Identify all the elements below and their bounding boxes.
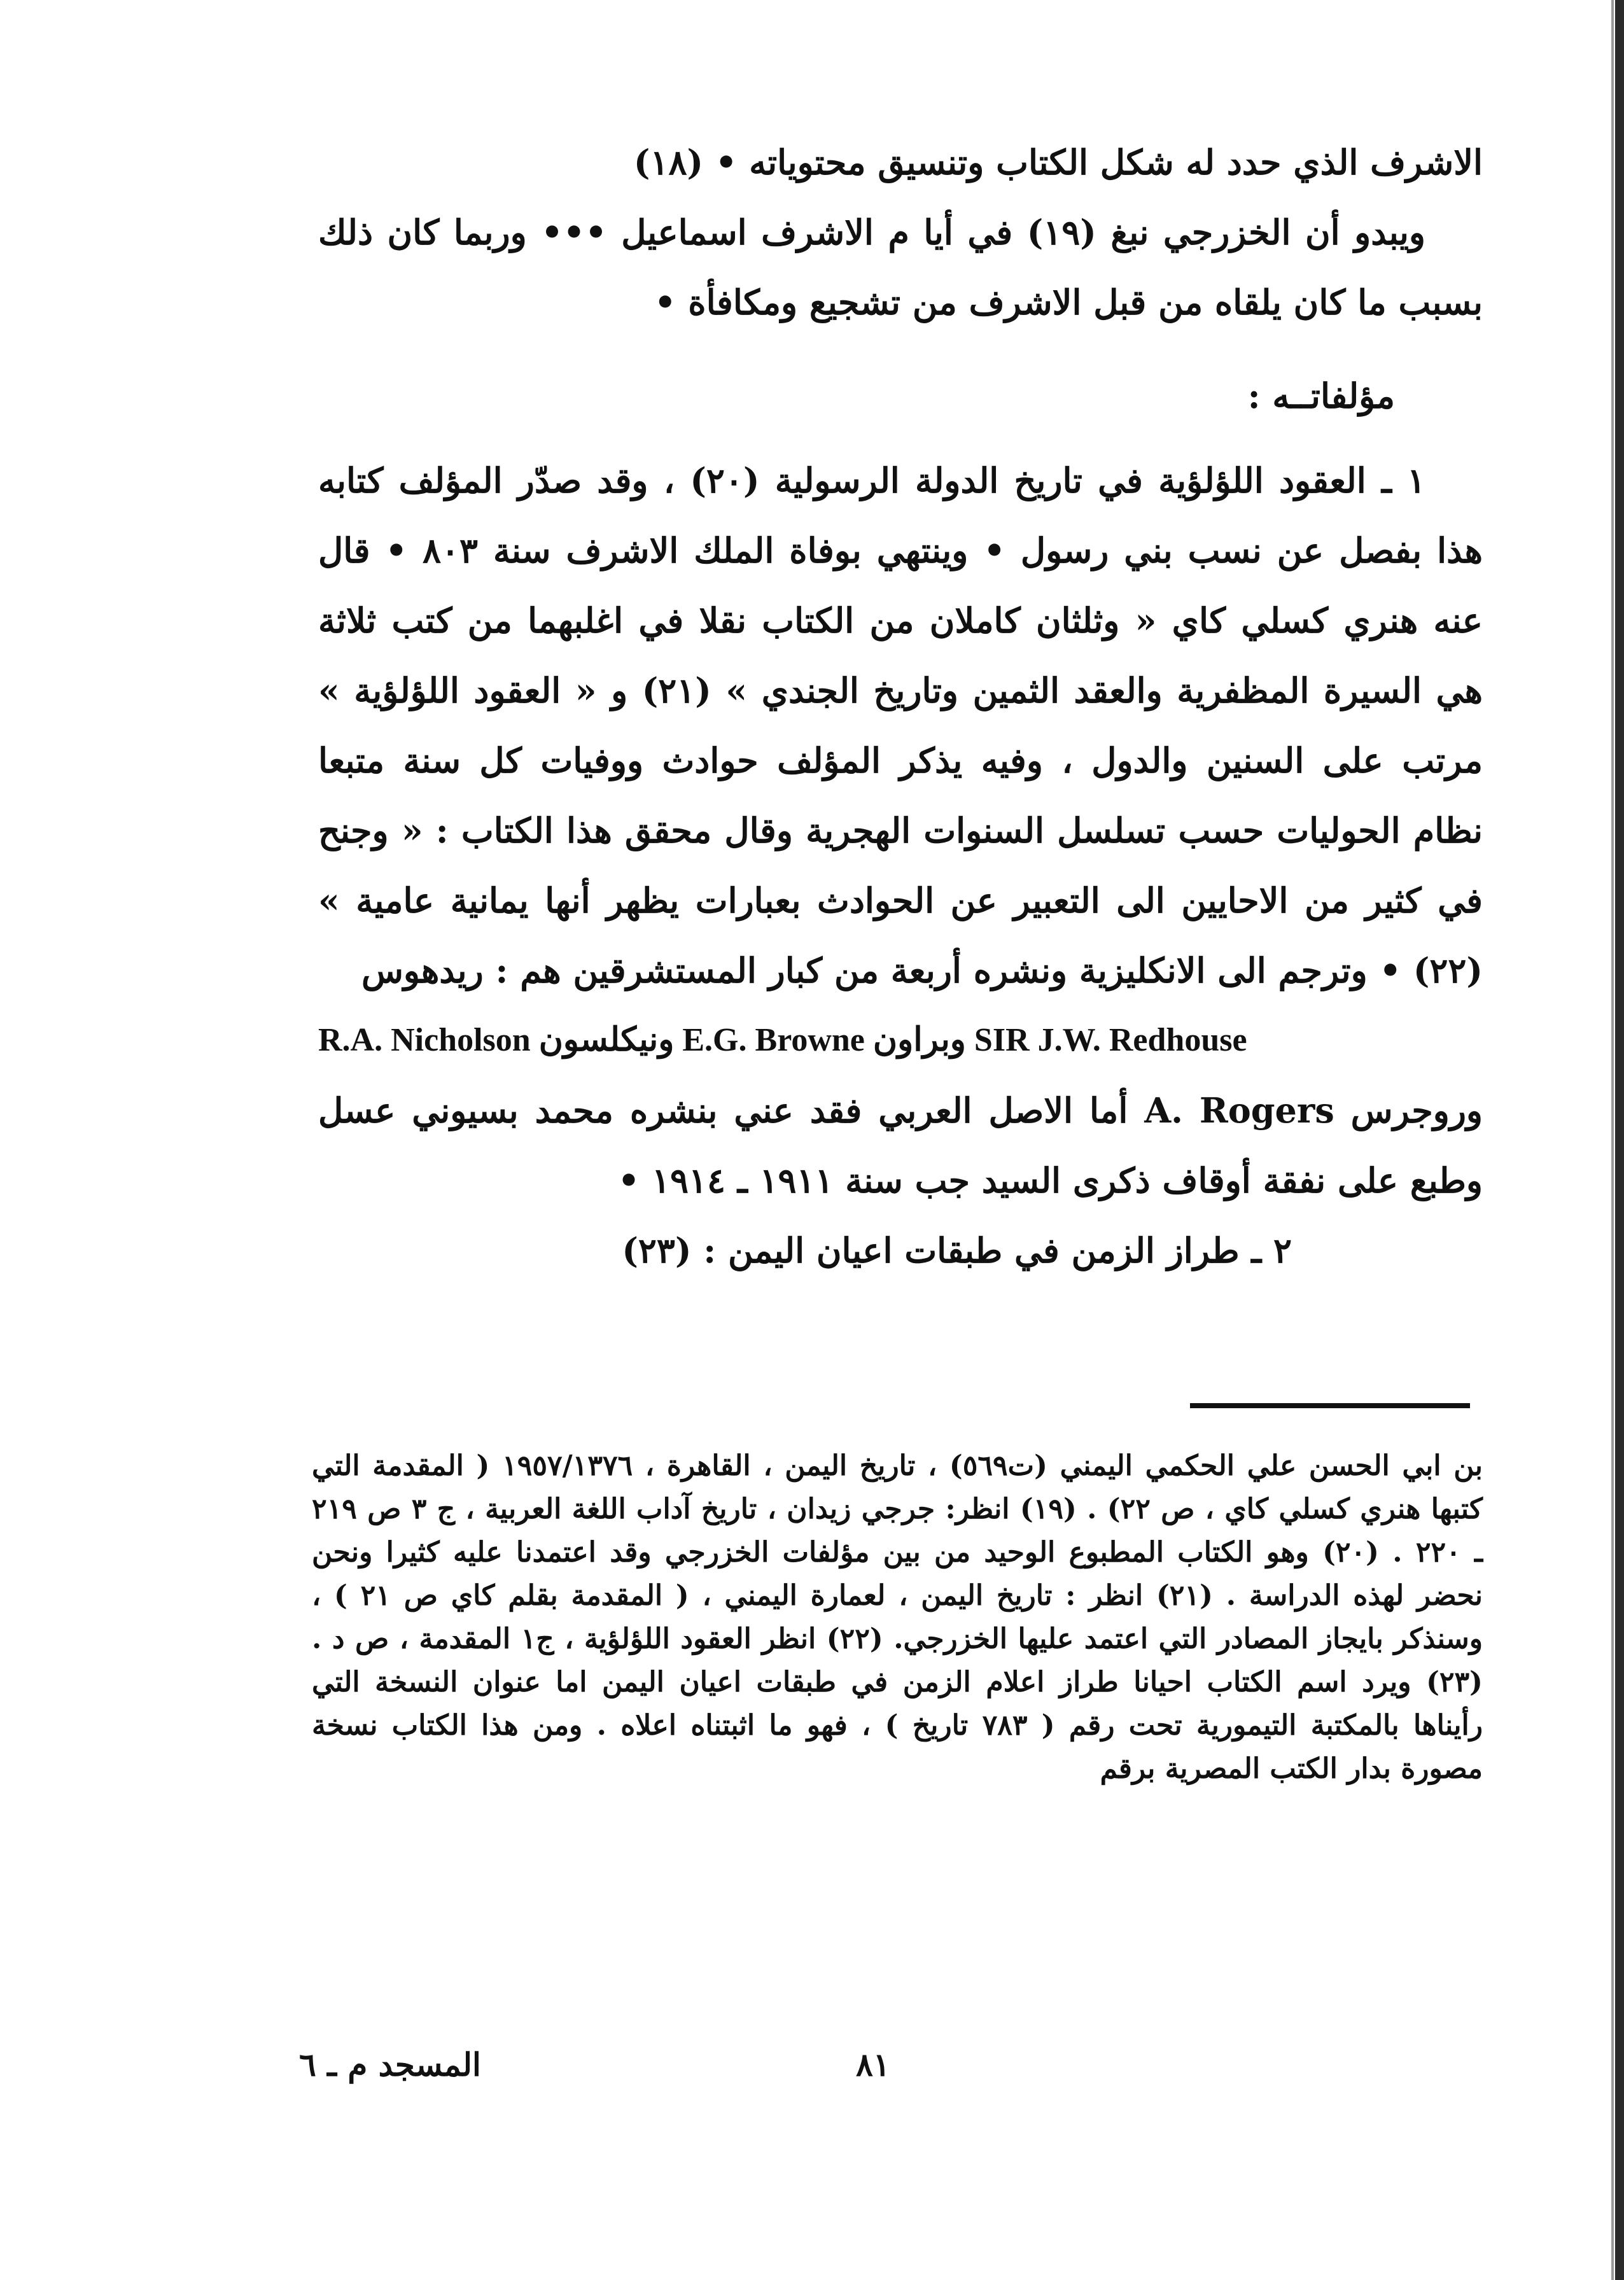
intro-paragraph-2: ويبدو أن الخزرجي نبغ (١٩) في أيا م الاشرف اسماعيل ••• وربما كان ذلك بسبب ما كان يلقاه من قبل الاشرف من تشجيع ومكافأة • [318, 212, 1483, 323]
item-1-text: ١ ـ العقود اللؤلؤية في تاريخ الدولة الرسولية (٢٠) ، وقد صدّر المؤلف كتابه هذا بفصل عن نسب بني رسول • وينتهي بوفاة الملك الاشرف سنة ٨٠٣ • قال عنه هنري كسلي كاي « وثلثان كاملان من الكتاب نقلا في اغلبهما من كتب ثلاثة هي السيرة المظفرية والعقد الثمين وتاريخ الجندي » (٢١) و « العقود اللؤلؤية » مرتب على السنين والدول ، وفيه يذكر المؤلف حوادث ووفيات كل سنة متبعا نظام الحوليات حسب تسلسل السنوات الهجرية وقال محقق هذا الكتاب : « وجنح في كثير من الاحايين الى التعبير عن الحوادث بعبارات يظهر أنها يمانية عامية » (٢٢) • وترجم الى الانكليزية ونشره أربعة من كبار المستشرقين هم : ريدهوس [318, 460, 1483, 991]
footer-signature: المسجد م ـ ٦ [299, 2046, 481, 2083]
intro-text [318, 127, 1483, 337]
item-2-text: ٢ ـ طراز الزمن في طبقات اعيان اليمن : (٢٣) [622, 1230, 1292, 1271]
section-heading: مؤلفاتــه : [1247, 375, 1395, 416]
item-1 [318, 445, 1483, 1285]
page-edge-shadow [1611, 0, 1614, 2280]
item-1-continued: وروجرس A. Rogers أما الاصل العربي فقد عني بنشره محمد بسيوني عسل وطبع على نفقة أوقاف ذكرى السيد جب سنة ١٩١١ ـ ١٩١٤ • [318, 1090, 1483, 1201]
intro-line-1: الاشرف الذي حدد له شكل الكتاب وتنسيق محتوياته • (١٨) [633, 142, 1483, 183]
page-edge [1615, 0, 1624, 2280]
translators-latin-line: R.A. Nicholson ونيكلسون E.G. Browne وبراون SIR J.W. Redhouse [318, 1022, 1247, 1058]
footnotes: بن ابي الحسن علي الحكمي اليمني (ت٥٦٩) ، تاريخ اليمن ، القاهرة ، ١٩٥٧/١٣٧٦ ( المقدمة التي كتبها هنري كسلي كاي ، ص ٢٢) . (١٩) انظر: جرجي زيدان ، تاريخ آداب اللغة العربية ، ج ٣ ص ٢١٩ ـ ٢٢٠ . (٢٠) وهو الكتاب المطبوع الوحيد من بين مؤلفات الخزرجي وقد اعتمدنا عليه كثيرا ونحن نحضر لهذه الدراسة . (٢١) انظر : تاريخ اليمن ، لعمارة اليمني ، ( المقدمة بقلم كاي ص ٢١ ) ، وسنذكر بايجاز المصادر التي اعتمد عليها الخزرجي. (٢٢) انظر العقود اللؤلؤية ، ج١ المقدمة ، ص د .(٢٣) ويرد اسم الكتاب احيانا طراز اعلام الزمن في طبقات اعيان اليمن اما عنوان النسخة التي رأيناها بالمكتبة التيمورية تحت رقم ( ٧٨٣ تاريخ ) ، فهو ما اثبتناه اعلاه . ومن هذا الكتاب نسخة مصورة بدار الكتب المصرية برقم [312, 1450, 1483, 1785]
footnote-separator [1190, 1403, 1470, 1408]
page-number: ٨١ [856, 2046, 890, 2083]
